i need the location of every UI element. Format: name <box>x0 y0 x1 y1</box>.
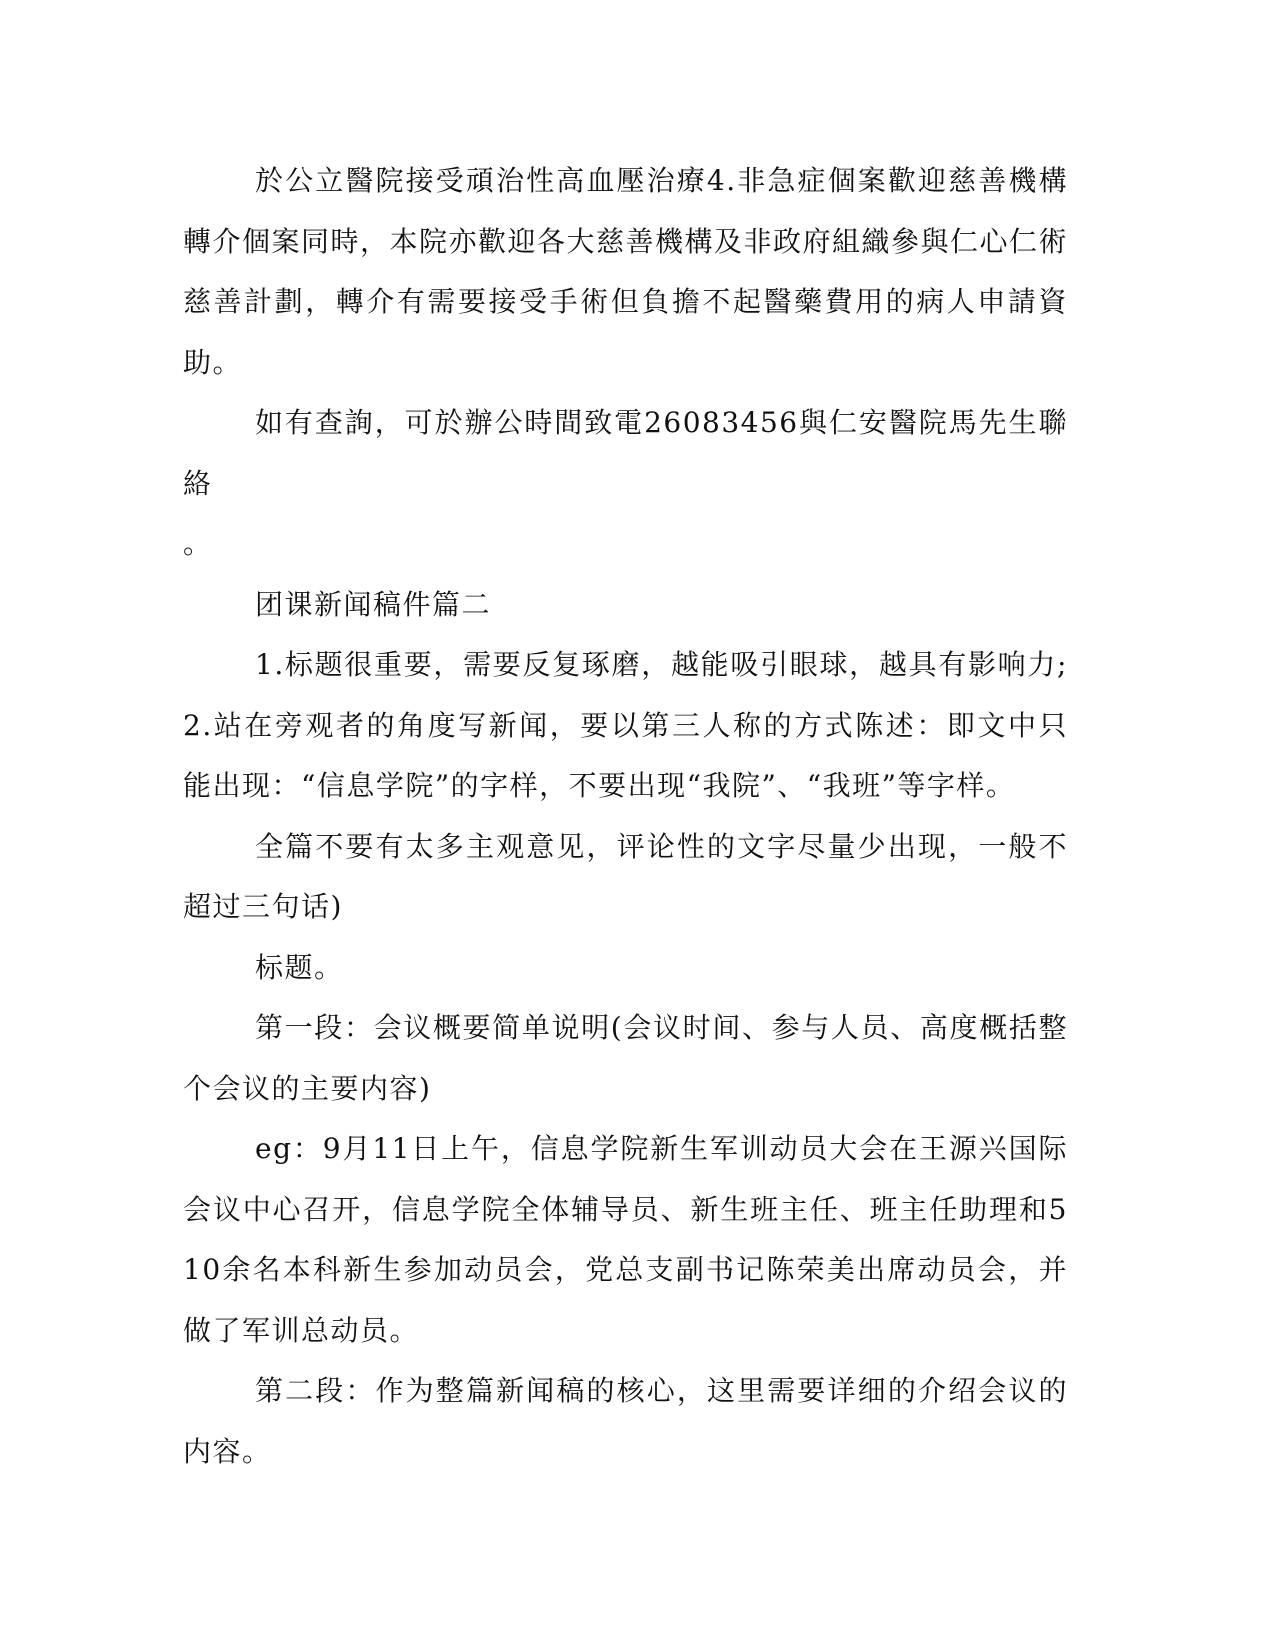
paragraph-hospital-referral: 於公立醫院接受頑治性高血壓治療4.非急症個案歡迎慈善機構轉介個案同時，本院亦歡迎各大慈善機構及非政府組織參與仁心仁術慈善計劃，轉介有需要接受手術但負擔不起醫藥費用的病人申請資助。 <box>183 164 1069 379</box>
paragraph-title-tips: 1.标题很重要，需要反复琢磨，越能吸引眼球，越具有影响力;2.站在旁观者的角度写新闻，要以第三人称的方式陈述：即文中只能出现：“信息学院”的字样，不要出现“我院”、“我班”等字样。 <box>183 648 1068 802</box>
paragraph-first-section: 第一段：会议概要简单说明(会议时间、参与人员、高度概括整个会议的主要内容) <box>183 1011 1068 1105</box>
paragraph-opinion-tips: 全篇不要有太多主观意见，评论性的文字尽量少出现，一般不超过三句话) <box>183 829 1068 923</box>
paragraph-title-label: 标题。 <box>255 950 344 984</box>
document-page <box>183 151 1068 1482</box>
section-heading: 团课新闻稿件篇二 <box>255 587 492 621</box>
paragraph-second-section: 第二段：作为整篇新闻稿的核心，这里需要详细的介绍会议的内容。 <box>183 1374 1068 1468</box>
paragraph-inquiry-contact: 如有查詢，可於辦公時間致電26083456與仁安醫院馬先生聯絡 <box>183 406 1068 500</box>
paragraph-example: eg：9月11日上午，信息学院新生军训动员大会在王源兴国际会议中心召开，信息学院全体辅导员、新生班主任、班主任助理和510余名本科新生参加动员会，党总支副书记陈荣美出席动员会，并做了军训总动员。 <box>183 1132 1068 1347</box>
paragraph-period: 。 <box>183 527 213 560</box>
